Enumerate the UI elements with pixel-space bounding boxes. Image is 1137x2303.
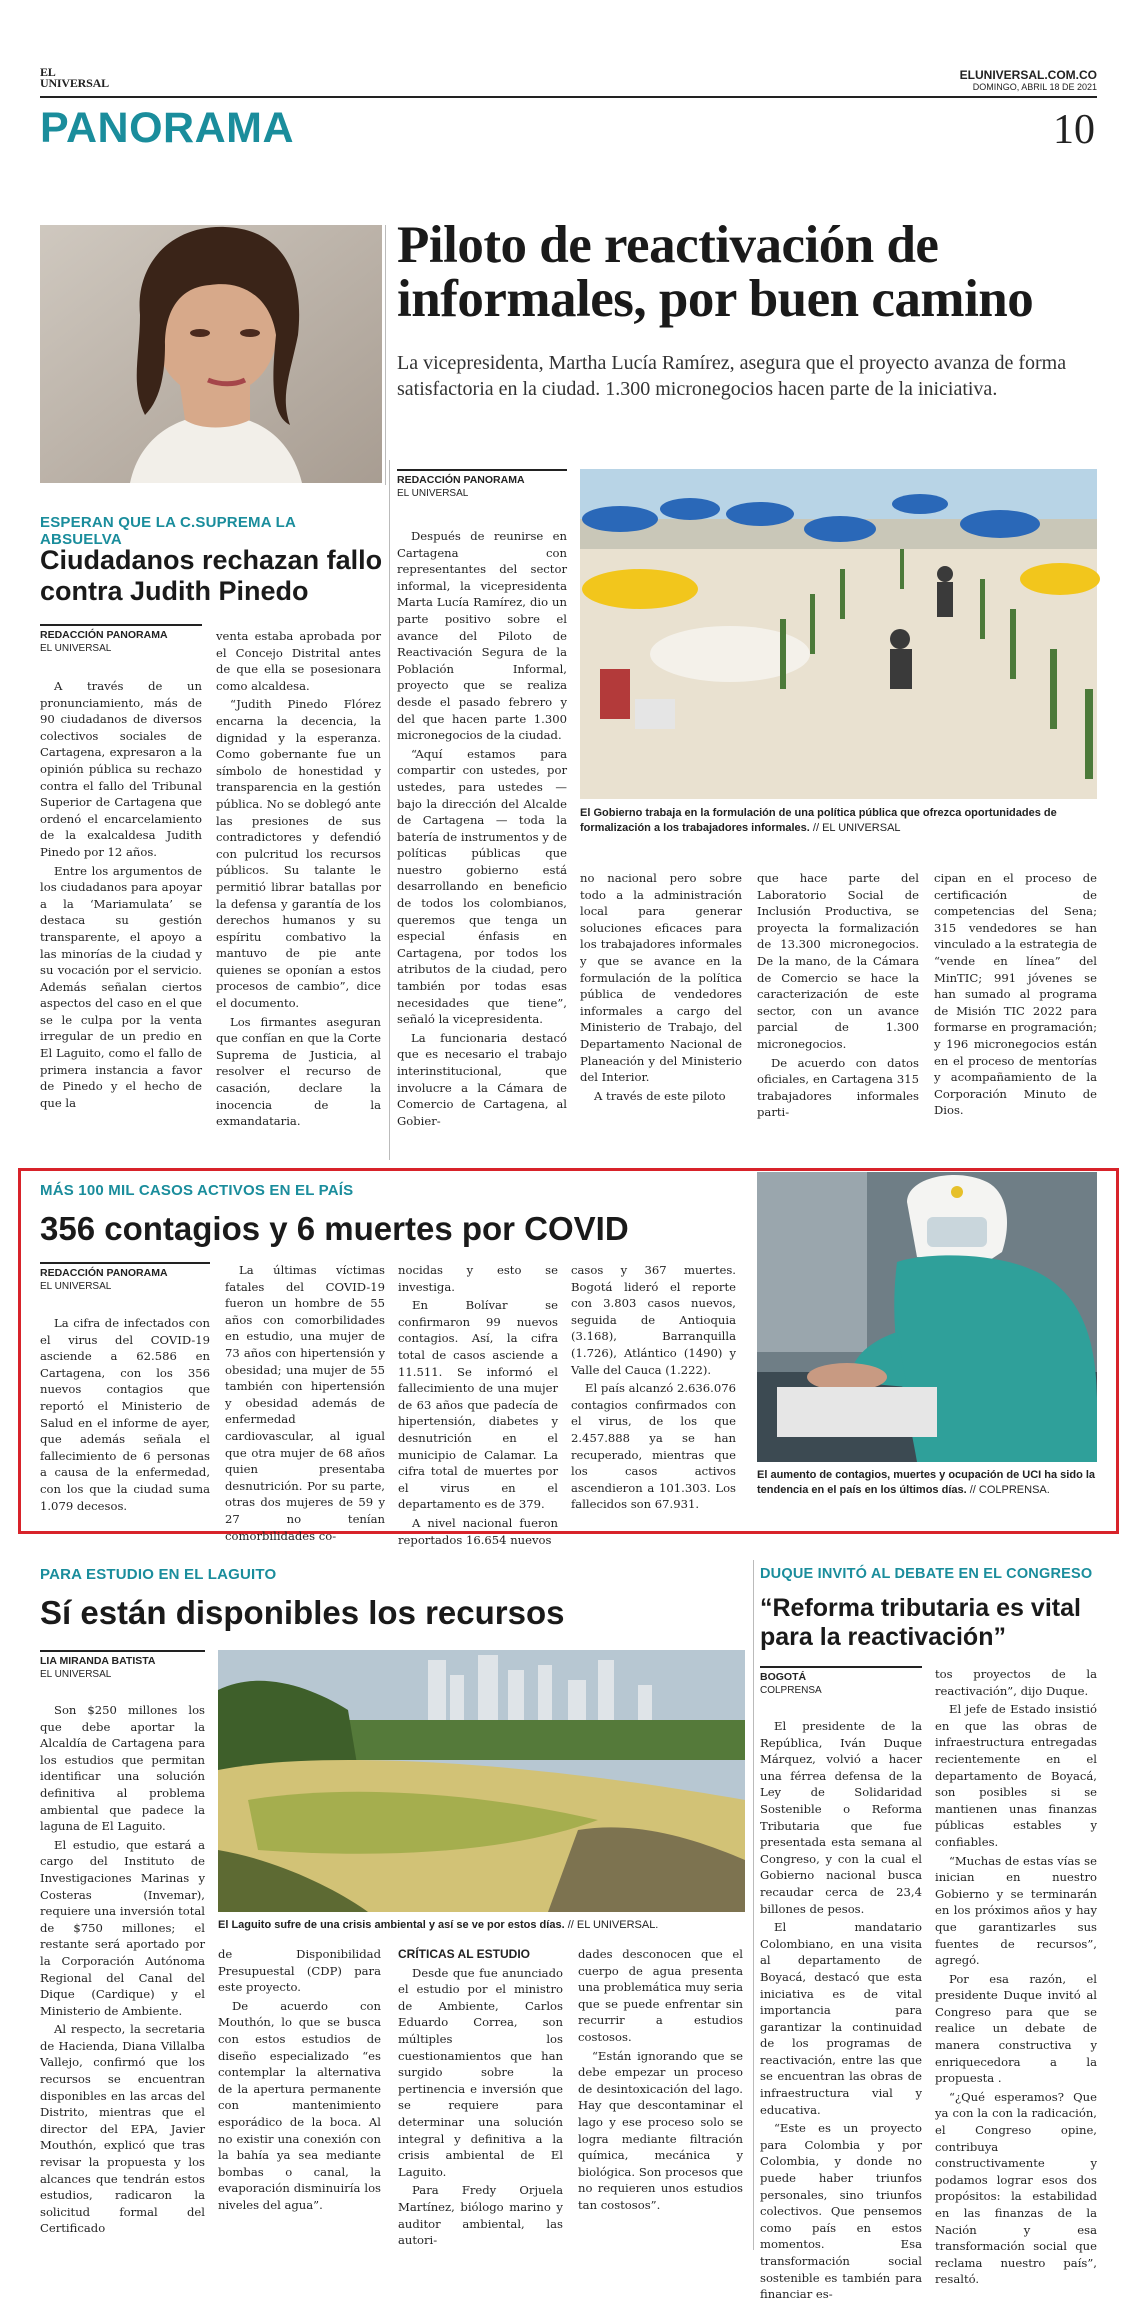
covid-column-3 (398, 1262, 558, 1547)
lead-photo-caption (580, 806, 1097, 836)
paragraph: casos y 367 muertes. Bogotá lideró el reporte con 3.803 casos nuevos, seguida de Antioquia (3.168), Barranquilla (1.726), Atlántico (1490) y Valle del Cauca (1.222). (571, 1263, 736, 1377)
paragraph: tos proyectos de la reactivación”, dijo Duque. (935, 1667, 1097, 1698)
covid-column-1 (40, 1315, 210, 1525)
paragraph: no nacional pero sobre todo a la administración local para generar soluciones eficaces para los trabajadores informales y que se avance en la formulación de la política pública de vendedores informales a cargo del Ministerio de Trabajo, del Departamento Nacional de Planeación y del Ministerio del Interior. (580, 871, 742, 1085)
byline-author: LIA MIRANDA BATISTA (40, 1655, 156, 1667)
caption-text: El aumento de contagios, muertes y ocupación de UCI ha sido la tendencia en el país en los últimos días. (757, 1469, 1096, 1496)
paragraph: “¿Qué esperamos? Que ya con la con la radicación, el Congreso opine, contribuya constructivamente y podamos lograr esos dos propósitos: la estabilidad en las finanzas de la Nación y esa transformación social que reclama nuestro país”, resaltó. (935, 2089, 1097, 2287)
portrait-photo (40, 225, 382, 483)
laguito-byline (40, 1650, 205, 1681)
duque-kicker: DUQUE INVITÓ AL DEBATE EN EL CONGRESO (760, 1566, 1093, 1582)
covid-kicker: MÁS 100 MIL CASOS ACTIVOS EN EL PAÍS (40, 1182, 354, 1199)
paragraph: El mandatario Colombiano, en una visita al departamento de Boyacá, destacó que esta iniciativa es de vital importancia para garantizar la continuidad de los programas de reactivación, entre las que se encuentran las obras de infraestructura vial y educativa. (760, 1920, 922, 2117)
site-url[interactable]: ELUNIVERSAL.COM.CO (959, 68, 1097, 82)
duque-headline[interactable]: “Reforma tributaria es vital para la reactivación” (760, 1594, 1081, 1651)
paragraph: “Judith Pinedo Flórez encarna la decencia, la dignidad y la esperanza. Como gobernante fue un símbolo de honestidad y transparencia en la gestión pública. No se doblegó ante las presiones de sus contradictores y defendió con pulcritud los recursos públicos. Su talante le permitió librar batallas por la defensa y garantía de los derechos humanos y su espíritu combativo la mantuvo de pie ante quienes se oponían a estos procesos de cambio”, dice el documento. (216, 697, 381, 1011)
paragraph: Los firmantes aseguran que confían en que la Corte Suprema de Justicia, al resolver el recurso de casación, declare la inocencia de la exmandataria. (216, 1014, 381, 1129)
pinedo-byline (40, 624, 202, 655)
page-number: 10 (1053, 107, 1095, 153)
laguito-kicker: PARA ESTUDIO EN EL LAGUITO (40, 1566, 277, 1583)
paragraph: Desde que fue anunciado el estudio por el ministro de Ambiente, Carlos Eduardo Correa, son múltiples los cuestionamientos que han surgido sobre la pertinencia e inversión que se requiere para determinar una solución integral y definitiva a la crisis ambiental de El Laguito. (398, 1965, 563, 2179)
byline-author: REDACCIÓN PANORAMA (40, 629, 168, 641)
beach-photo (580, 469, 1097, 799)
covid-column-2 (225, 1262, 385, 1543)
paragraph: A través de un pronunciamiento, más de 90 ciudadanos de diversos colectivos sociales de Cartagena, expresaron a la opinión pública su rechazo contra el fallo del Tribunal Superior de Cartagena que ordenó el encarcelamiento de la exalcaldesa Judith Pinedo por 12 años. (40, 679, 202, 859)
byline-outlet: EL UNIVERSAL (40, 1281, 112, 1292)
section-title: PANORAMA (40, 104, 295, 152)
paragraph: dades desconocen que el cuerpo de agua presenta una problemática muy seria que se puede enfrentar sin recurrir a estudios costosos. (578, 1947, 743, 2044)
paragraph: Al respecto, la secretaria de Hacienda, Diana Villalba Vallejo, confirmó que los recursos se encuentran disponibles en las arcas del Distrito, mientras que el director del EPA, Javier Mouthón, explicó que tras revisar la propuesta y los alcances que tendrán estos estudios, radicaron la solicitud formal del Certificado (40, 2022, 205, 2236)
paragraph: A nivel nacional fueron reportados 16.654 nuevos (398, 1515, 558, 1547)
column-rule (385, 225, 386, 485)
laguito-column-2 (218, 1946, 381, 2252)
pinedo-column-1 (40, 678, 202, 1160)
byline-outlet: COLPRENSA (760, 1685, 822, 1696)
paragraph: Entre los argumentos de los ciudadanos para apoyar a la ‘Mariamulata’ se destaca su gestión transparente, el apoyo a las minorías de la ciudad y su vocación por el servicio. Además señalan ciertos aspectos del caso en el que se le culpa por la venta irregular de un predio en El Laguito, como el fallo de primera instancia a favor de Pinedo y el hecho de que la (40, 863, 202, 1110)
pinedo-column-2 (216, 628, 381, 1160)
laguito-photo (218, 1650, 745, 1912)
covid-byline (40, 1262, 210, 1293)
paragraph: La últimas víctimas fatales del COVID-19 fueron un hombre de 55 años con comorbilidades en estudio, una mujer de 73 años con hipertensión y obesidad; una mujer de 55 también con hipertensión y obesidad además de enfermedad cardiovascular, al igual que otra mujer de 68 años quien presentaba desnutrición. Por su parte, otras dos mujeres de 59 y 27 no tenían comorbilidades co- (225, 1263, 385, 1543)
paragraph: “Aquí estamos para compartir con ustedes, por ustedes, para ustedes — bajo la dirección del Alcalde de Cartagena — toda la batería de instrumentos y de políticas públicas que nuestro gobierno está desarrollando en beneficio de todos los colombianos, queremos que tenga un especial énfasis en Cartagena, por todos los atributos de la ciudad, pero también por todas esas necesidades que tiene”, señaló la vicepresidenta. (397, 746, 567, 1027)
lead-byline (397, 469, 567, 500)
paragraph: La funcionaria destacó que es necesario el trabajo interinstitucional, que involucre a la Cámara de Comercio de Cartagena, al Gobier- (397, 1030, 567, 1128)
column-rule (753, 1560, 754, 2250)
paragraph: De acuerdo con datos oficiales, en Cartagena 315 trabajadores informales parti- (757, 1055, 919, 1120)
lead-headline[interactable]: Piloto de reactivación de informales, por buen camino (397, 216, 1034, 328)
paragraph: de Disponibilidad Presupuestal (CDP) para este proyecto. (218, 1947, 381, 1995)
paragraph: nocidas y esto se investiga. (398, 1263, 558, 1294)
paragraph: Después de reunirse en Cartagena con representantes del sector informal, la vicepresidenta Marta Lucía Ramírez, dio un parte positivo sobre el avance del Piloto de Reactivación Segura de la Población Informal, proyecto que se realiza desde el pasado febrero y del que hacen parte 1.300 micronegocios de la ciudad. (397, 529, 567, 743)
paragraph: El jefe de Estado insistió en que las obras de infraestructura entregadas recientemente en el departamento de Boyacá, son posibles si se mantienen unas finanzas públicas estables y confiables. (935, 1702, 1097, 1849)
paragraph: Son $250 millones los que debe aportar la Alcaldía de Cartagena para los estudios que permitan identificar una solución definitiva al problema ambiental que padece la laguna de El Laguito. (40, 1703, 205, 1834)
laguito-headline[interactable]: Sí están disponibles los recursos (40, 1594, 565, 1631)
paragraph: De acuerdo con Mouthón, lo que se busca con estos estudios de diseño especializado “es contemplar la alternativa de la apertura permanente con mantenimiento esporádico de la boca. Al no existir una conexión con la bahía ya sea mediante bombas o canal, la evaporación disminuiría los niveles del agua”. (218, 1998, 381, 2212)
byline-outlet: EL UNIVERSAL (397, 488, 469, 499)
lead-column-4 (934, 870, 1097, 1160)
covid-headline[interactable]: 356 contagios y 6 muertes por COVID (40, 1210, 629, 1247)
paragraph: que hace parte del Laboratorio Social de Inclusión Productiva, se proyecta la formalización de 13.300 micronegocios. De la mano, de la Cámara de Comercio se hace la caracterización de este sector, con un avance parcial de 1.300 micronegocios. (757, 871, 919, 1051)
paragraph: El país alcanzó 2.636.076 contagios confirmados con el virus, de los que 2.457.888 ya se han recuperado, mientras que los casos activos ascendieron a 101.303. Los fallecidos son 67.931. (571, 1381, 736, 1512)
paragraph: La cifra de infectados con el virus del COVID-19 asciende a 62.586 en Cartagena, con los 356 nuevos contagios que reportó el Ministerio de Salud en el informe de ayer, que además señala el fallecimiento de 6 personas a causa de la enfermedad, con los que la ciudad suma 1.079 decesos. (40, 1316, 210, 1513)
laguito-photo-caption (218, 1918, 745, 1933)
byline-outlet: EL UNIVERSAL (40, 643, 112, 654)
icu-photo (757, 1172, 1097, 1462)
byline-author: REDACCIÓN PANORAMA (397, 474, 525, 486)
column-rule (389, 460, 390, 1160)
header-rule (40, 96, 1097, 98)
byline-outlet: EL UNIVERSAL (40, 1669, 112, 1680)
paragraph: cipan en el proceso de certificación de competencias del Sena; 315 vendedores se han vinculado a la estrategia de “vende en línea” del MinTIC; 991 jóvenes se han sumado al programa de Misión TIC 2022 para formarse en programación; y 196 micronegocios están en el proceso de mentorías y acompañamiento de la Corporación Minuto de Dios. (934, 871, 1097, 1118)
laguito-column-3 (398, 1946, 563, 2252)
paragraph: Para Fredy Orjuela Martínez, biólogo marino y auditor ambiental, las autori- (398, 2183, 563, 2248)
laguito-column-4 (578, 1946, 743, 2252)
lead-column-3 (757, 870, 919, 1160)
lead-deck: La vicepresidenta, Martha Lucía Ramírez, asegura que el proyecto avanza de forma satisfactoria en la ciudad. 1.300 micronegocios hacen parte de la iniciativa. (397, 352, 1067, 400)
pinedo-kicker: ESPERAN QUE LA C.SUPREMA LA ABSUELVA (40, 514, 296, 548)
paragraph: El presidente de la República, Iván Duque Márquez, volvió a hacer una férrea defensa de la Ley de Solidaridad Sostenible o Reforma Tributaria que fue presentada esta semana al Congreso, y con la cual el Gobierno nacional busca recaudar cerca de 23,4 billones de pesos. (760, 1719, 922, 1916)
byline-author: REDACCIÓN PANORAMA (40, 1267, 168, 1279)
duque-column-2 (935, 1666, 1097, 2287)
caption-credit: // COLPRENSA. (969, 1484, 1050, 1496)
paragraph: “Muchas de estas vías se inician en nuestro Gobierno y se terminarán en los próximos años y hay que garantizarles sus fuentes de recursos”, agregó. (935, 1853, 1097, 1968)
paragraph: venta estaba aprobada por el Concejo Distrital antes de que ella se posesionara como alcaldesa. (216, 629, 381, 693)
duque-byline (760, 1666, 922, 1697)
covid-photo-caption (757, 1468, 1097, 1498)
caption-text: El Gobierno trabaja en la formulación de una política pública que ofrezca oportunidades de formalización a los trabajadores informales. (580, 807, 1057, 834)
newspaper-logo: EL UNIVERSAL (40, 65, 109, 90)
lead-column-1 (397, 528, 567, 1158)
covid-column-4 (571, 1262, 736, 1524)
lead-column-2 (580, 870, 742, 1160)
byline-author: BOGOTÁ (760, 1671, 807, 1683)
laguito-column-1 (40, 1702, 205, 2252)
paragraph: En Bolívar se confirmaron 99 nuevos contagios. Así, la cifra total de casos asciende a 11.511. Se informó el fallecimiento de una mujer de 63 años que padecía de hipertensión, diabetes y desnutrición en el municipio de Calamar. La cifra total de muertes por el virus en el departamento es de 379. (398, 1298, 558, 1512)
duque-column-1 (760, 1718, 922, 2302)
laguito-subhead: CRÍTICAS AL ESTUDIO (398, 1947, 531, 1961)
pinedo-headline[interactable]: Ciudadanos rechazan fallo contra Judith Pinedo (40, 545, 383, 606)
paragraph: A través de este piloto (594, 1088, 726, 1103)
paragraph: Por esa razón, el presidente Duque invitó al Congreso para que se realice un debate de manera constructiva y enriquecedora a la propuesta . (935, 1971, 1097, 2086)
paragraph: El estudio, que estará a cargo del Instituto de Investigaciones Marinas y Costeras (Invemar), requiere una inversión total de $750 millones; el restante será aportado por la Corporación Autónoma Regional del Canal del Dique (Cardique) y el Ministerio de Ambiente. (40, 1837, 205, 2018)
paragraph: “Están ignorando que se debe empezar un proceso de desintoxicación del lago. Hay que descontaminar el lago y ese proceso solo se logra mediante filtración química, mecánica y biológica. Son procesos que no requieren unos estudios tan costosos”. (578, 2048, 743, 2212)
paragraph: “Este es un proyecto para Colombia y por Colombia, y donde no puede haber triunfos personales, sino triunfos colectivos. Que pensemos como país en estos momentos. Esa transformación social sostenible es también para financiar es- (760, 2121, 922, 2302)
caption-text: El Laguito sufre de una crisis ambiental y así se ve por estos días. (218, 1919, 565, 1931)
caption-credit: // EL UNIVERSAL (812, 822, 901, 834)
edition-date: DOMINGO, ABRIL 18 DE 2021 (972, 82, 1097, 92)
caption-credit: // EL UNIVERSAL. (567, 1919, 659, 1931)
